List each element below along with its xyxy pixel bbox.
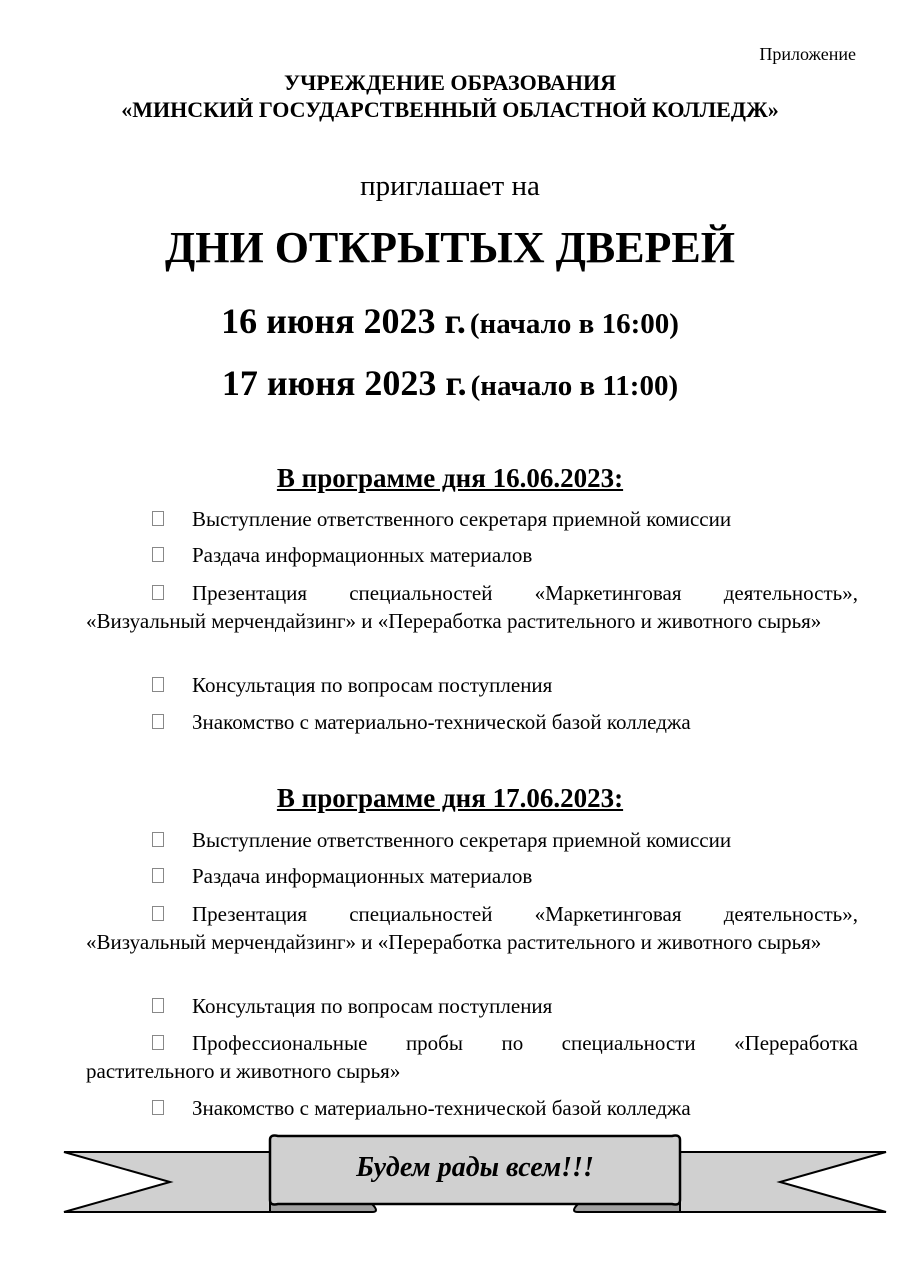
program-title-day2: В программе дня 17.06.2023: [276,783,624,813]
banner-slogan: Будем рады всем!!! [356,1152,594,1183]
date-1: 16 июня 2023 г. [221,301,466,341]
time-1: (начало в 16:00) [469,308,679,340]
ribbon-right-tail [660,1152,886,1212]
list-item: Профессиональные пробы по специальности «Переработка растительного и животного сырья» [86,1031,858,1083]
list-item: Раздача информационных материалов [86,541,858,569]
event-title: ДНИ ОТКРЫТЫХ ДВЕРЕЙ [164,223,736,272]
time-2: (начало в 11:00) [470,370,679,402]
org-title-line1: УЧРЕЖДЕНИЕ ОБРАЗОВАНИЯ [284,70,616,95]
list-item: Знакомство с материально-технической базой колледжа [86,708,858,736]
checkbox-icon [152,1035,164,1050]
date-2: 17 июня 2023 г. [221,363,467,403]
ribbon-left-tail [64,1152,290,1212]
org-title-line2: «МИНСКИЙ ГОСУДАРСТВЕННЫЙ ОБЛАСТНОЙ КОЛЛЕДЖ» [121,97,779,122]
list-item: Презентация специальностей «Маркетинговая деятельность», «Визуальный мерчендайзинг» и «Переработка растительного и животного сырья» [86,902,858,954]
checkbox-icon [152,677,164,692]
checkbox-icon [152,547,164,562]
date-line-1 [0,300,900,342]
date-line-2 [0,362,900,404]
appendix-label: Приложение [759,44,856,64]
program-title-day1: В программе дня 16.06.2023: [276,463,624,493]
list-item: Выступление ответственного секретаря приемной комиссии [86,826,858,854]
checkbox-icon [152,998,164,1013]
list-item: Знакомство с материально-технической базой колледжа [86,1094,858,1122]
checkbox-icon [152,868,164,883]
checkbox-icon [152,832,164,847]
list-item: Консультация по вопросам поступления [86,671,858,699]
list-item: Раздача информационных материалов [86,862,858,890]
list-item: Презентация специальностей «Маркетинговая деятельность», «Визуальный мерчендайзинг» и «Переработка растительного и животного сырья» [86,581,858,633]
checkbox-icon [152,906,164,921]
list-item: Выступление ответственного секретаря приемной комиссии [86,505,858,533]
checkbox-icon [152,511,164,526]
list-item: Консультация по вопросам поступления [86,992,858,1020]
checkbox-icon [152,1100,164,1115]
invite-text: приглашает на [360,170,540,202]
checkbox-icon [152,585,164,600]
checkbox-icon [152,714,164,729]
